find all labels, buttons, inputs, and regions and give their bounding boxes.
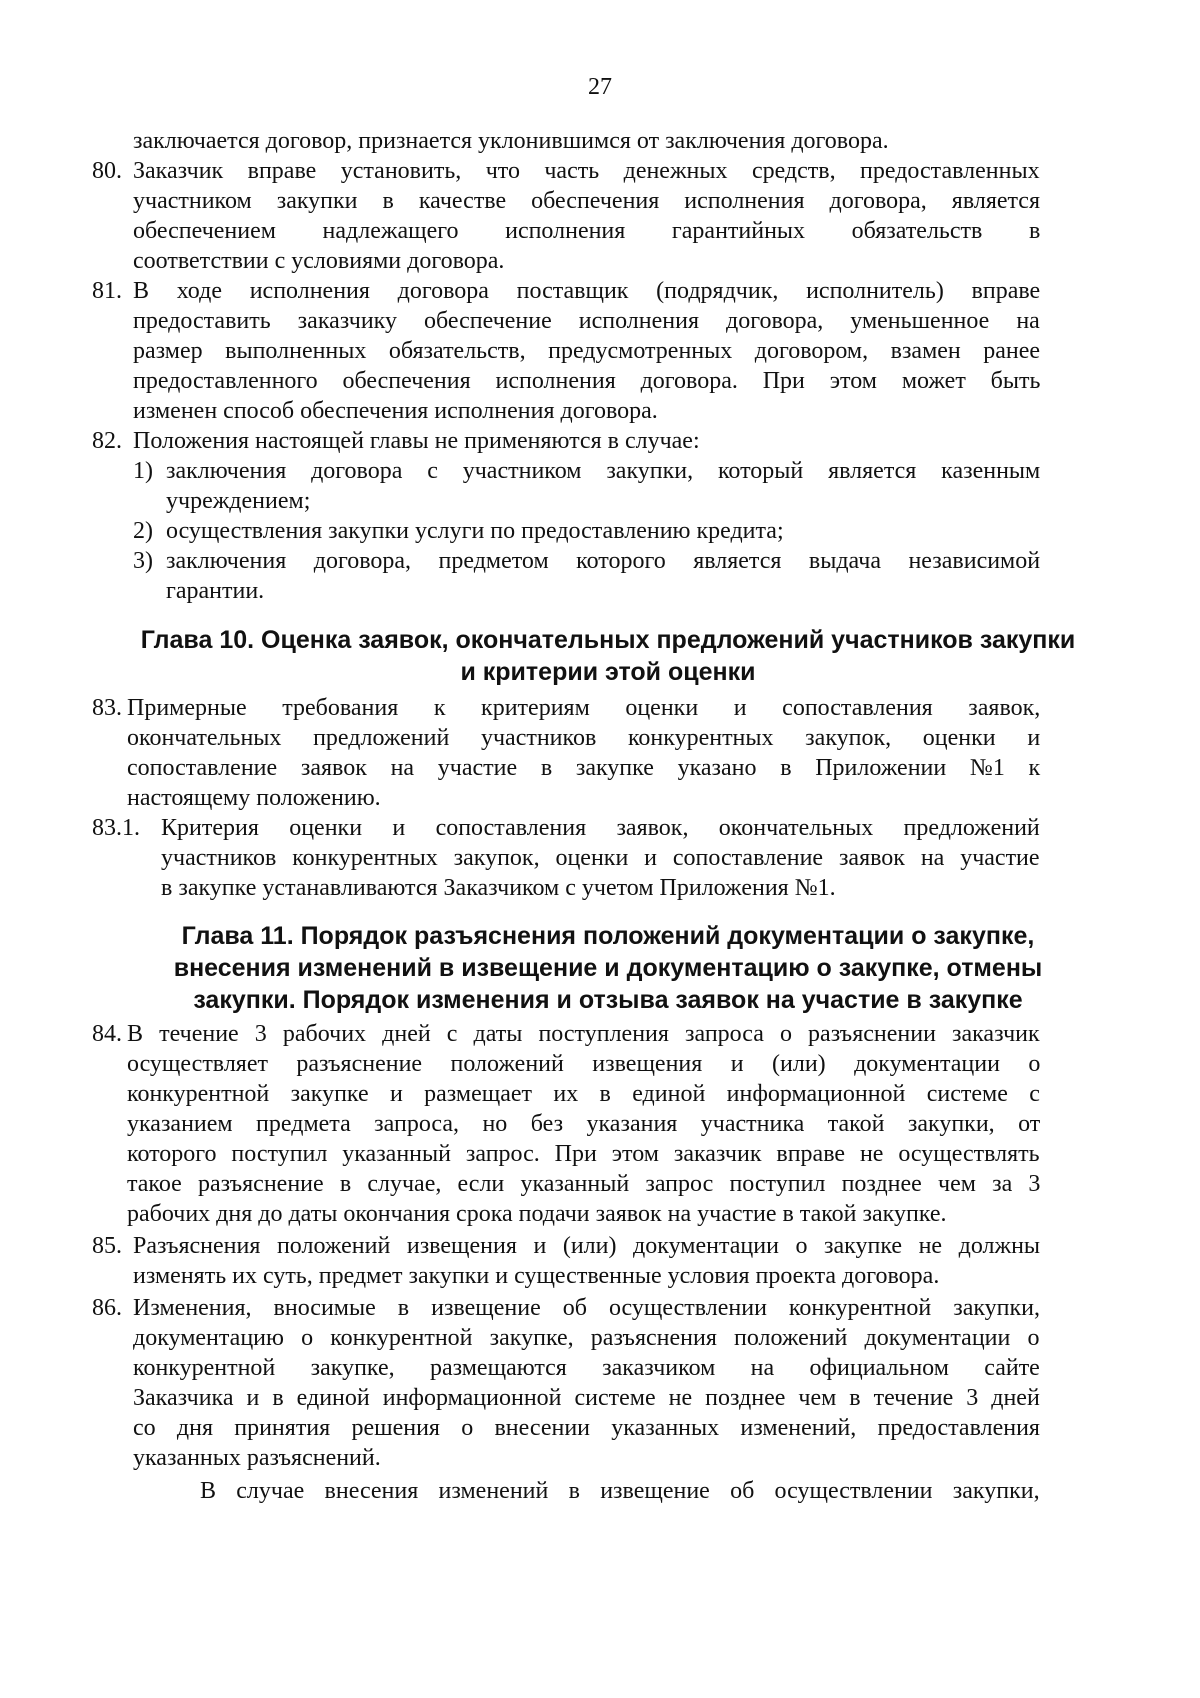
paragraph-line: настоящему положению. <box>127 785 381 811</box>
paragraph-line: Примерные требования к критериям оценки и сопоставления заявок, <box>127 695 1041 721</box>
paragraph-line: конкурентной закупке, размещаются заказчиком на официальном сайте <box>133 1355 1040 1381</box>
paragraph-line: участников конкурентных закупок, оценки и сопоставление заявок на участие <box>161 845 1040 871</box>
paragraph-line: со дня принятия решения о внесении указанных изменений, предоставления <box>133 1415 1040 1441</box>
item-number: 81. <box>92 278 122 304</box>
item-number: 86. <box>92 1295 122 1321</box>
paragraph-line: заключается договор, признается уклонившимся от заключения договора. <box>133 128 889 154</box>
paragraph-line: документацию о конкурентной закупке, разъяснения положений документации о <box>133 1325 1040 1351</box>
chapter-heading-line: Глава 11. Порядок разъяснения положений документации о закупке, <box>181 922 1035 950</box>
paragraph-line: Разъяснения положений извещения и (или) документации о закупке не должны <box>133 1233 1041 1259</box>
paragraph-line: учреждением; <box>166 488 311 514</box>
paragraph-line: которого поступил указанный запрос. При этом заказчик вправе не осуществлять <box>127 1141 1040 1167</box>
page-number: 27 <box>588 74 612 100</box>
item-number: 80. <box>92 158 122 184</box>
paragraph-line: Положения настоящей главы не применяются в случае: <box>133 428 700 454</box>
chapter-heading-line: внесения изменений в извещение и документацию о закупке, отмены <box>173 954 1043 982</box>
paragraph-line: конкурентной закупке и размещает их в единой информационной системе с <box>127 1081 1040 1107</box>
item-number: 82. <box>92 428 122 454</box>
item-number: 85. <box>92 1233 122 1259</box>
paragraph-line: заключения договора, предметом которого является выдача независимой <box>166 548 1041 574</box>
paragraph-line: указанных разъяснений. <box>133 1445 381 1471</box>
paragraph-line: изменен способ обеспечения исполнения договора. <box>133 398 658 424</box>
paragraph-line: указанием предмета запроса, но без указания участника такой закупки, от <box>127 1111 1041 1137</box>
paragraph-line: осуществления закупки услуги по предоставлению кредита; <box>166 518 784 544</box>
paragraph-line: окончательных предложений участников конкурентных закупок, оценки и <box>127 725 1041 751</box>
item-number: 3) <box>133 548 153 574</box>
paragraph-line: соответствии с условиями договора. <box>133 248 505 274</box>
item-number: 83.1. <box>92 815 140 841</box>
paragraph-line: заключения договора с участником закупки, который является казенным <box>166 458 1041 484</box>
paragraph-line: предоставленного обеспечения исполнения договора. При этом может быть <box>133 368 1041 394</box>
paragraph-line: рабочих дня до даты окончания срока подачи заявок на участие в такой закупке. <box>127 1201 947 1227</box>
item-number: 1) <box>133 458 153 484</box>
paragraph-line: предоставить заказчику обеспечение исполнения договора, уменьшенное на <box>133 308 1040 334</box>
paragraph-line: гарантии. <box>166 578 265 604</box>
paragraph-line: осуществляет разъяснение положений извещения и (или) документации о <box>127 1051 1041 1077</box>
paragraph-line: обеспечением надлежащего исполнения гарантийных обязательств в <box>133 218 1041 244</box>
item-number: 84. <box>92 1021 122 1047</box>
paragraph-line: Заказчик вправе установить, что часть денежных средств, предоставленных <box>133 158 1040 184</box>
paragraph-line: В ходе исполнения договора поставщик (подрядчик, исполнитель) вправе <box>133 278 1041 304</box>
paragraph-line: в закупке устанавливаются Заказчиком с учетом Приложения №1. <box>161 875 836 901</box>
paragraph-line: В случае внесения изменений в извещение об осуществлении закупки, <box>200 1478 1040 1504</box>
paragraph-line: размер выполненных обязательств, предусмотренных договором, взамен ранее <box>133 338 1041 364</box>
item-number: 2) <box>133 518 153 544</box>
chapter-heading-line: Глава 10. Оценка заявок, окончательных предложений участников закупки <box>140 626 1076 654</box>
paragraph-line: участником закупки в качестве обеспечения исполнения договора, является <box>133 188 1040 214</box>
chapter-heading-line: закупки. Порядок изменения и отзыва заявок на участие в закупке <box>193 986 1023 1014</box>
paragraph-line: сопоставление заявок на участие в закупке указано в Приложении №1 к <box>127 755 1041 781</box>
chapter-heading-line: и критерии этой оценки <box>460 658 756 686</box>
item-number: 83. <box>92 695 122 721</box>
paragraph-line: такое разъяснение в случае, если указанный запрос поступил позднее чем за 3 <box>127 1171 1041 1197</box>
paragraph-line: Изменения, вносимые в извещение об осуществлении конкурентной закупки, <box>133 1295 1041 1321</box>
paragraph-line: изменять их суть, предмет закупки и существенные условия проекта договора. <box>133 1263 940 1289</box>
paragraph-line: В течение 3 рабочих дней с даты поступления запроса о разъяснении заказчик <box>127 1021 1040 1047</box>
paragraph-line: Заказчика и в единой информационной системе не позднее чем в течение 3 дней <box>133 1385 1040 1411</box>
paragraph-line: Критерия оценки и сопоставления заявок, окончательных предложений <box>161 815 1040 841</box>
